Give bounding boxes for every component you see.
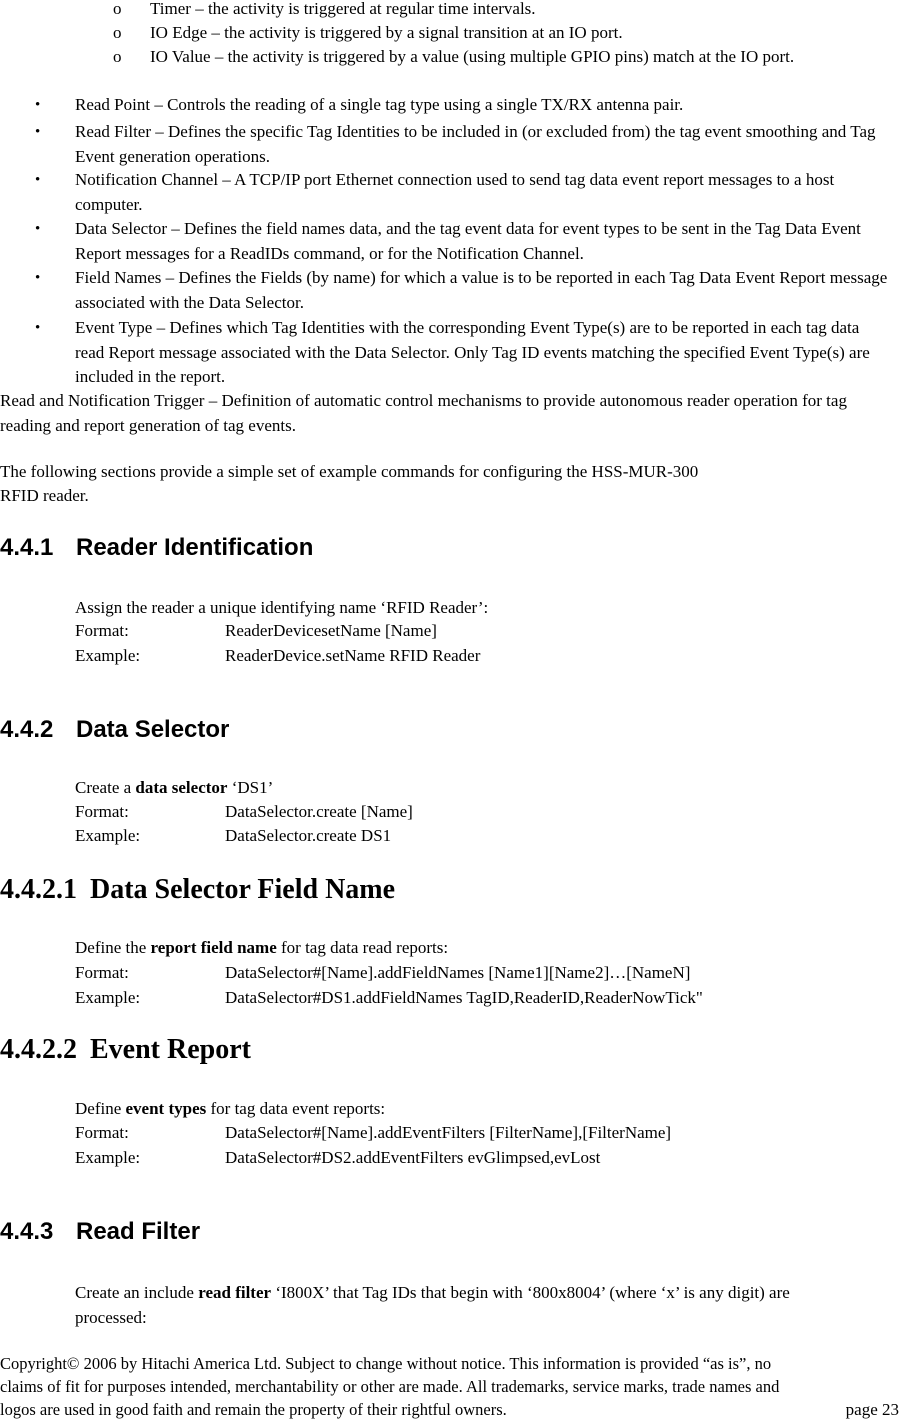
- example-value: DataSelector.create DS1: [225, 826, 392, 845]
- intro-text: for tag data event reports:: [206, 1099, 386, 1118]
- bullet-text: Read Filter – Defines the specific Tag Identities to be included in (or excluded from) the tag event smoothing and Tag Event generation operations.: [75, 122, 876, 166]
- footer-disclaimer-line: claims of fit for purposes intended, merchantability or other are made. All trademarks, service marks, trade names and: [0, 1377, 780, 1396]
- section-heading: [0, 533, 313, 563]
- example-label: Example:: [75, 1148, 141, 1167]
- sub-bullet: [113, 45, 888, 70]
- example-row: [75, 1146, 875, 1171]
- bullet-marker: •: [35, 97, 41, 113]
- section-number: 4.4.3: [0, 1218, 54, 1245]
- example-value: DataSelector#DS1.addFieldNames TagID,ReaderID,ReaderNowTick": [225, 988, 703, 1007]
- section-title: Read Filter: [76, 1218, 201, 1245]
- bullet-marker: •: [35, 124, 41, 140]
- bullet-text: Read Point – Controls the reading of a single tag type using a single TX/RX antenna pair.: [75, 95, 684, 114]
- footer-copyright-line: Copyright© 2006 by Hitachi America Ltd. Subject to change without notice. This information is provided “as is”, no: [0, 1354, 772, 1373]
- example-row: [75, 824, 875, 849]
- intro-bold-term: event types: [125, 1099, 207, 1118]
- subsection-heading: [0, 873, 395, 907]
- bullet-text: Timer – the activity is triggered at regular time intervals.: [150, 0, 536, 18]
- section-title: Data Selector: [76, 716, 230, 743]
- format-row: [75, 1121, 875, 1146]
- bullet-text: Field Names – Defines the Fields (by name) for which a value is to be reported in each Tag Data Event Report message associated with the Data Selector.: [75, 268, 888, 312]
- format-value: ReaderDevicesetName [Name]: [225, 621, 437, 640]
- bullet-text: IO Edge – the activity is triggered by a signal transition at an IO port.: [150, 23, 623, 42]
- bullet-text: IO Value – the activity is triggered by a value (using multiple GPIO pins) match at the IO port.: [150, 47, 795, 66]
- sub-bullet: [113, 21, 888, 46]
- section-number: 4.4.1: [0, 534, 54, 561]
- bullet-item: [35, 93, 890, 118]
- section-number: 4.4.2: [0, 716, 54, 743]
- format-row: [75, 961, 875, 986]
- intro-bold-term: read filter: [198, 1283, 272, 1302]
- intro-text: Define: [75, 1099, 126, 1118]
- bullet-text: Notification Channel – A TCP/IP port Ethernet connection used to send tag data event report messages to a host computer.: [75, 170, 835, 214]
- sub-bullet: [113, 0, 888, 22]
- bullet-marker: •: [35, 320, 41, 336]
- format-row: [75, 619, 875, 644]
- bullet-item: [35, 316, 890, 390]
- bullet-marker: •: [35, 221, 41, 237]
- bullet-marker: •: [35, 172, 41, 188]
- section-intro: [75, 1281, 865, 1330]
- following-paragraph-line: RFID reader.: [0, 486, 89, 505]
- intro-text: for tag data read reports:: [276, 938, 449, 957]
- example-label: Example:: [75, 646, 141, 665]
- intro-text: Define the: [75, 938, 151, 957]
- section-number: 4.4.2.2: [0, 1034, 77, 1065]
- intro-text: Create a: [75, 778, 136, 797]
- intro-bold-term: report field name: [150, 938, 277, 957]
- bullet-marker: o: [113, 47, 122, 66]
- format-label: Format:: [75, 963, 129, 982]
- intro-text: ‘I800X’ that Tag IDs that begin with ‘800x8004’ (where ‘x’ is any digit) are processed:: [75, 1283, 790, 1327]
- section-intro: Assign the reader a unique identifying name ‘RFID Reader’:: [75, 598, 489, 617]
- bullet-item: [35, 120, 890, 169]
- section-title: Data Selector Field Name: [90, 874, 396, 905]
- trigger-paragraph: Read and Notification Trigger – Definition of automatic control mechanisms to provide autonomous reader operation for tag reading and report generation of tag events.: [0, 391, 847, 435]
- example-label: Example:: [75, 826, 141, 845]
- intro-text: Create an include: [75, 1283, 199, 1302]
- following-paragraph-line: The following sections provide a simple set of example commands for configuring the HSS-MUR-300: [0, 462, 699, 481]
- section-heading: [0, 1217, 200, 1247]
- section-number: 4.4.2.1: [0, 874, 77, 905]
- format-label: Format:: [75, 802, 129, 821]
- example-label: Example:: [75, 988, 141, 1007]
- format-value: DataSelector#[Name].addEventFilters [FilterName],[FilterName]: [225, 1123, 672, 1142]
- subsection-heading: [0, 1033, 251, 1067]
- bullet-item: [35, 266, 890, 315]
- footer-trademark-line: logos are used in good faith and remain the property of their rightful owners.: [0, 1400, 507, 1419]
- intro-text: ‘DS1’: [227, 778, 274, 797]
- bullet-text: Event Type – Defines which Tag Identities with the corresponding Event Type(s) are to be reported in each tag data read Report message associated with the Data Selector. Only Tag ID events matching the specified Event Type(s) are included in the report.: [75, 318, 870, 386]
- format-label: Format:: [75, 1123, 129, 1142]
- format-value: DataSelector.create [Name]: [225, 802, 413, 821]
- section-heading: [0, 715, 229, 745]
- intro-bold-term: data selector: [135, 778, 228, 797]
- example-value: ReaderDevice.setName RFID Reader: [225, 646, 481, 665]
- bullet-text: Data Selector – Defines the field names data, and the tag event data for event types to be sent in the Tag Data Event Report messages for a ReadIDs command, or for the Notification Channel.: [75, 219, 861, 263]
- page-footer: [0, 1352, 899, 1421]
- format-row: [75, 800, 875, 825]
- example-row: [75, 644, 875, 669]
- bullet-item: [35, 168, 890, 217]
- bullet-marker: o: [113, 0, 122, 18]
- bullet-item: [35, 217, 890, 266]
- bullet-marker: •: [35, 270, 41, 286]
- bullet-marker: o: [113, 23, 122, 42]
- section-intro: [75, 776, 875, 801]
- example-row: [75, 986, 875, 1011]
- example-value: DataSelector#DS2.addEventFilters evGlimpsed,evLost: [225, 1148, 601, 1167]
- page-number: page 23: [845, 1400, 899, 1419]
- section-intro: [75, 1097, 875, 1122]
- section-intro: [75, 936, 875, 961]
- format-label: Format:: [75, 621, 129, 640]
- format-value: DataSelector#[Name].addFieldNames [Name1][Name2]…[NameN]: [225, 963, 691, 982]
- section-title: Reader Identification: [76, 534, 314, 561]
- section-title: Event Report: [90, 1034, 251, 1065]
